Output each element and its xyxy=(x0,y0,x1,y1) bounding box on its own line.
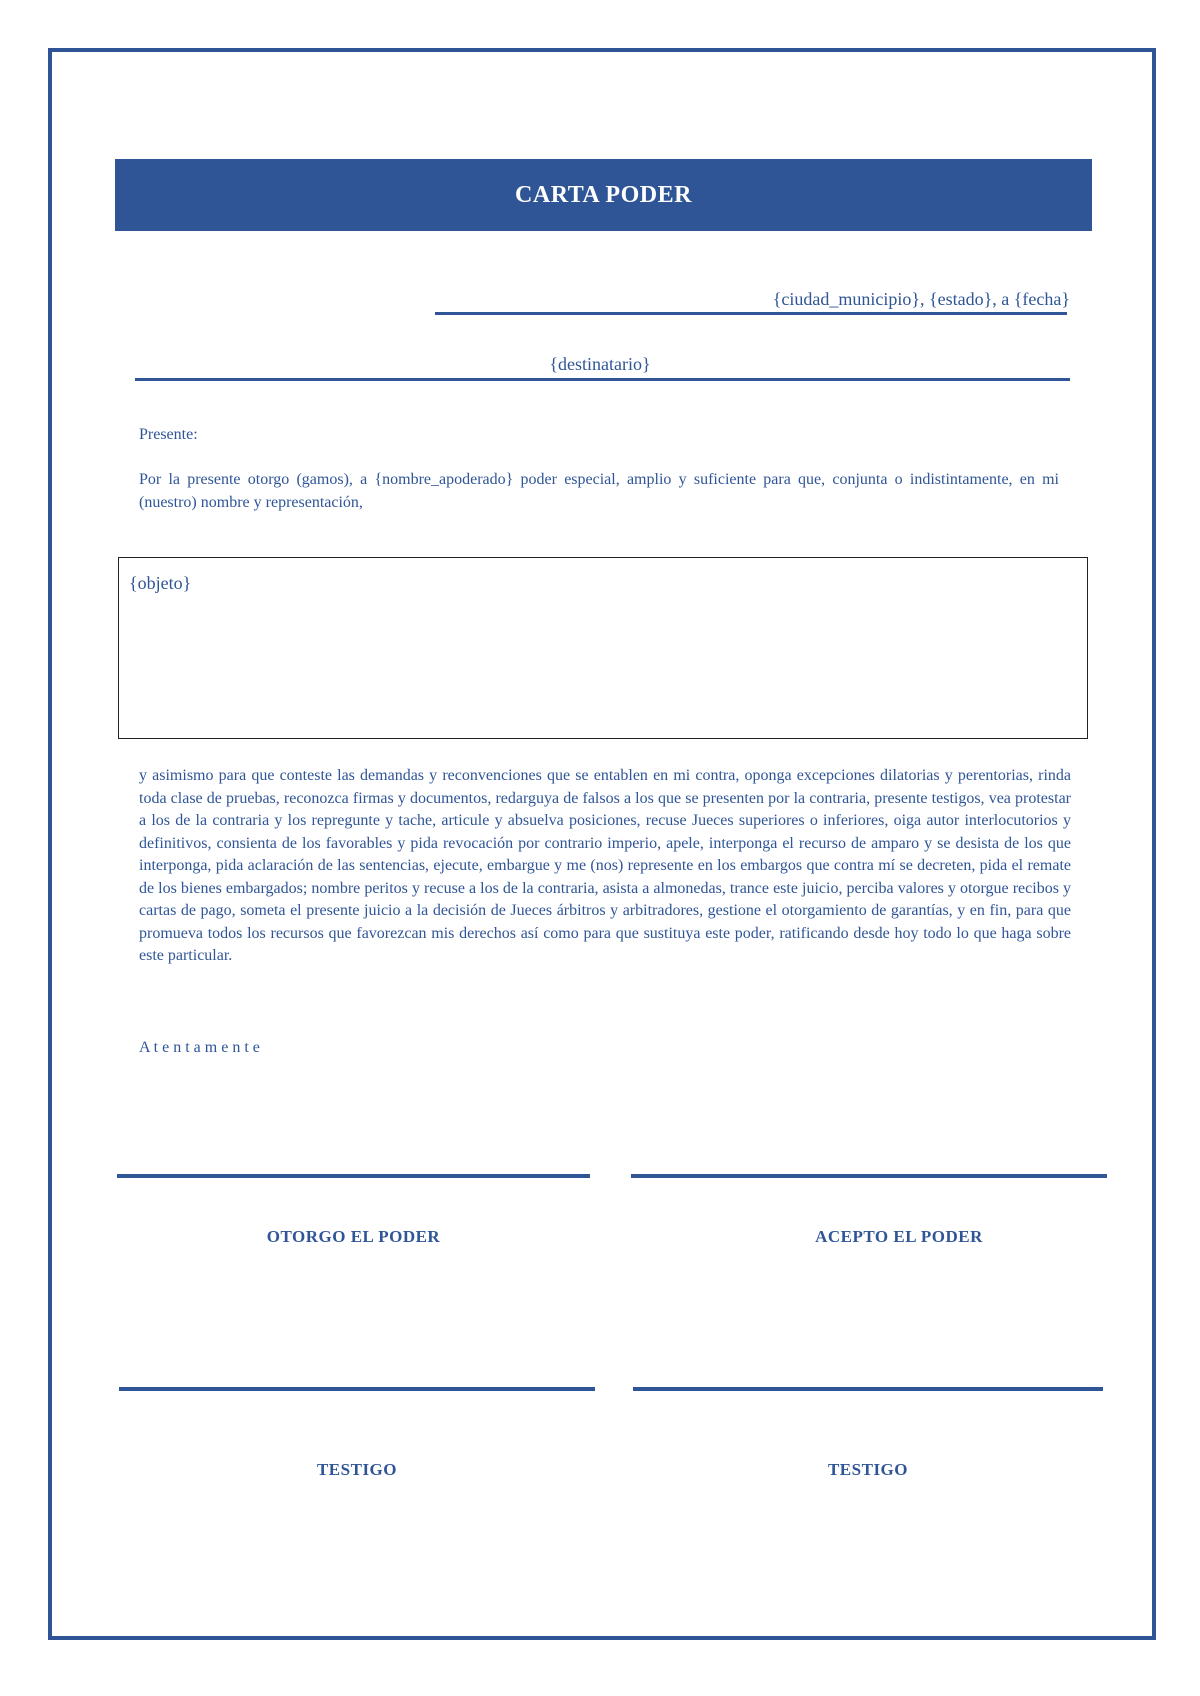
witness-left-label: TESTIGO xyxy=(316,1460,398,1479)
document-title: CARTA PODER xyxy=(515,181,692,208)
grantor-label: OTORGO EL PODER xyxy=(266,1227,441,1246)
title-banner xyxy=(115,159,1092,231)
intro-paragraph: Por la presente otorgo (gamos), a {nombre_apoderado} poder especial, amplio y suficiente para que, conjunta o indistintamente, en mi (nuestro) nombre y representación, xyxy=(139,471,1059,511)
closing-text: A t e n t a m e n t e xyxy=(139,1039,260,1056)
grantee-signature-line xyxy=(631,1174,1107,1178)
witness-left-signature-line xyxy=(119,1387,595,1391)
location-date-field: {ciudad_municipio}, {estado}, a {fecha} xyxy=(772,289,1070,309)
recipient-underline xyxy=(135,378,1070,381)
greeting: Presente: xyxy=(139,426,198,443)
body-paragraph: y asimismo para que conteste las demandas y reconvenciones que se entablen en mi contra, oponga excepciones dilatorias y perentorias, rinda toda clase de pruebas, reconozca firmas y documentos, redarguya de falsos a los que se presenten por la contraria, presente testigos, vea protestar a los de la contraria y los repregunte y tache, articule y absuelva posiciones, recuse Jueces superiores o inferiores, oiga autor interlocutorios y definitivos, consienta de los favorables y pida revocación por contrario imperio, apele, interponga el recurso de amparo y se desista de los que interponga, pida aclaración de las sentencias, ejecute, embargue y me (nos) represente en los embargos que contra mí se decreten, pida el remate de los bienes embargados; nombre peritos y recuse a los de la contraria, asista a almonedas, trance este juicio, perciba valores y otorgue recibos y cartas de pago, someta el presente juicio a la decisión de Jueces árbitros y arbitradores, gestione el otorgamiento de garantías, y en fin, para que promueva todos los recursos que favorezcan mis derechos así como para que sustituya este poder, ratificando desde hoy todo lo que haga sobre este particular. xyxy=(139,767,1071,964)
grantee-label: ACEPTO EL PODER xyxy=(815,1227,983,1246)
witness-right-signature-line xyxy=(633,1387,1103,1391)
location-date-underline xyxy=(435,312,1067,315)
witness-right-label: TESTIGO xyxy=(827,1460,909,1479)
object-placeholder: {objeto} xyxy=(129,573,192,593)
object-box xyxy=(118,557,1088,739)
recipient-field: {destinatario} xyxy=(549,354,651,374)
grantor-signature-line xyxy=(117,1174,590,1178)
